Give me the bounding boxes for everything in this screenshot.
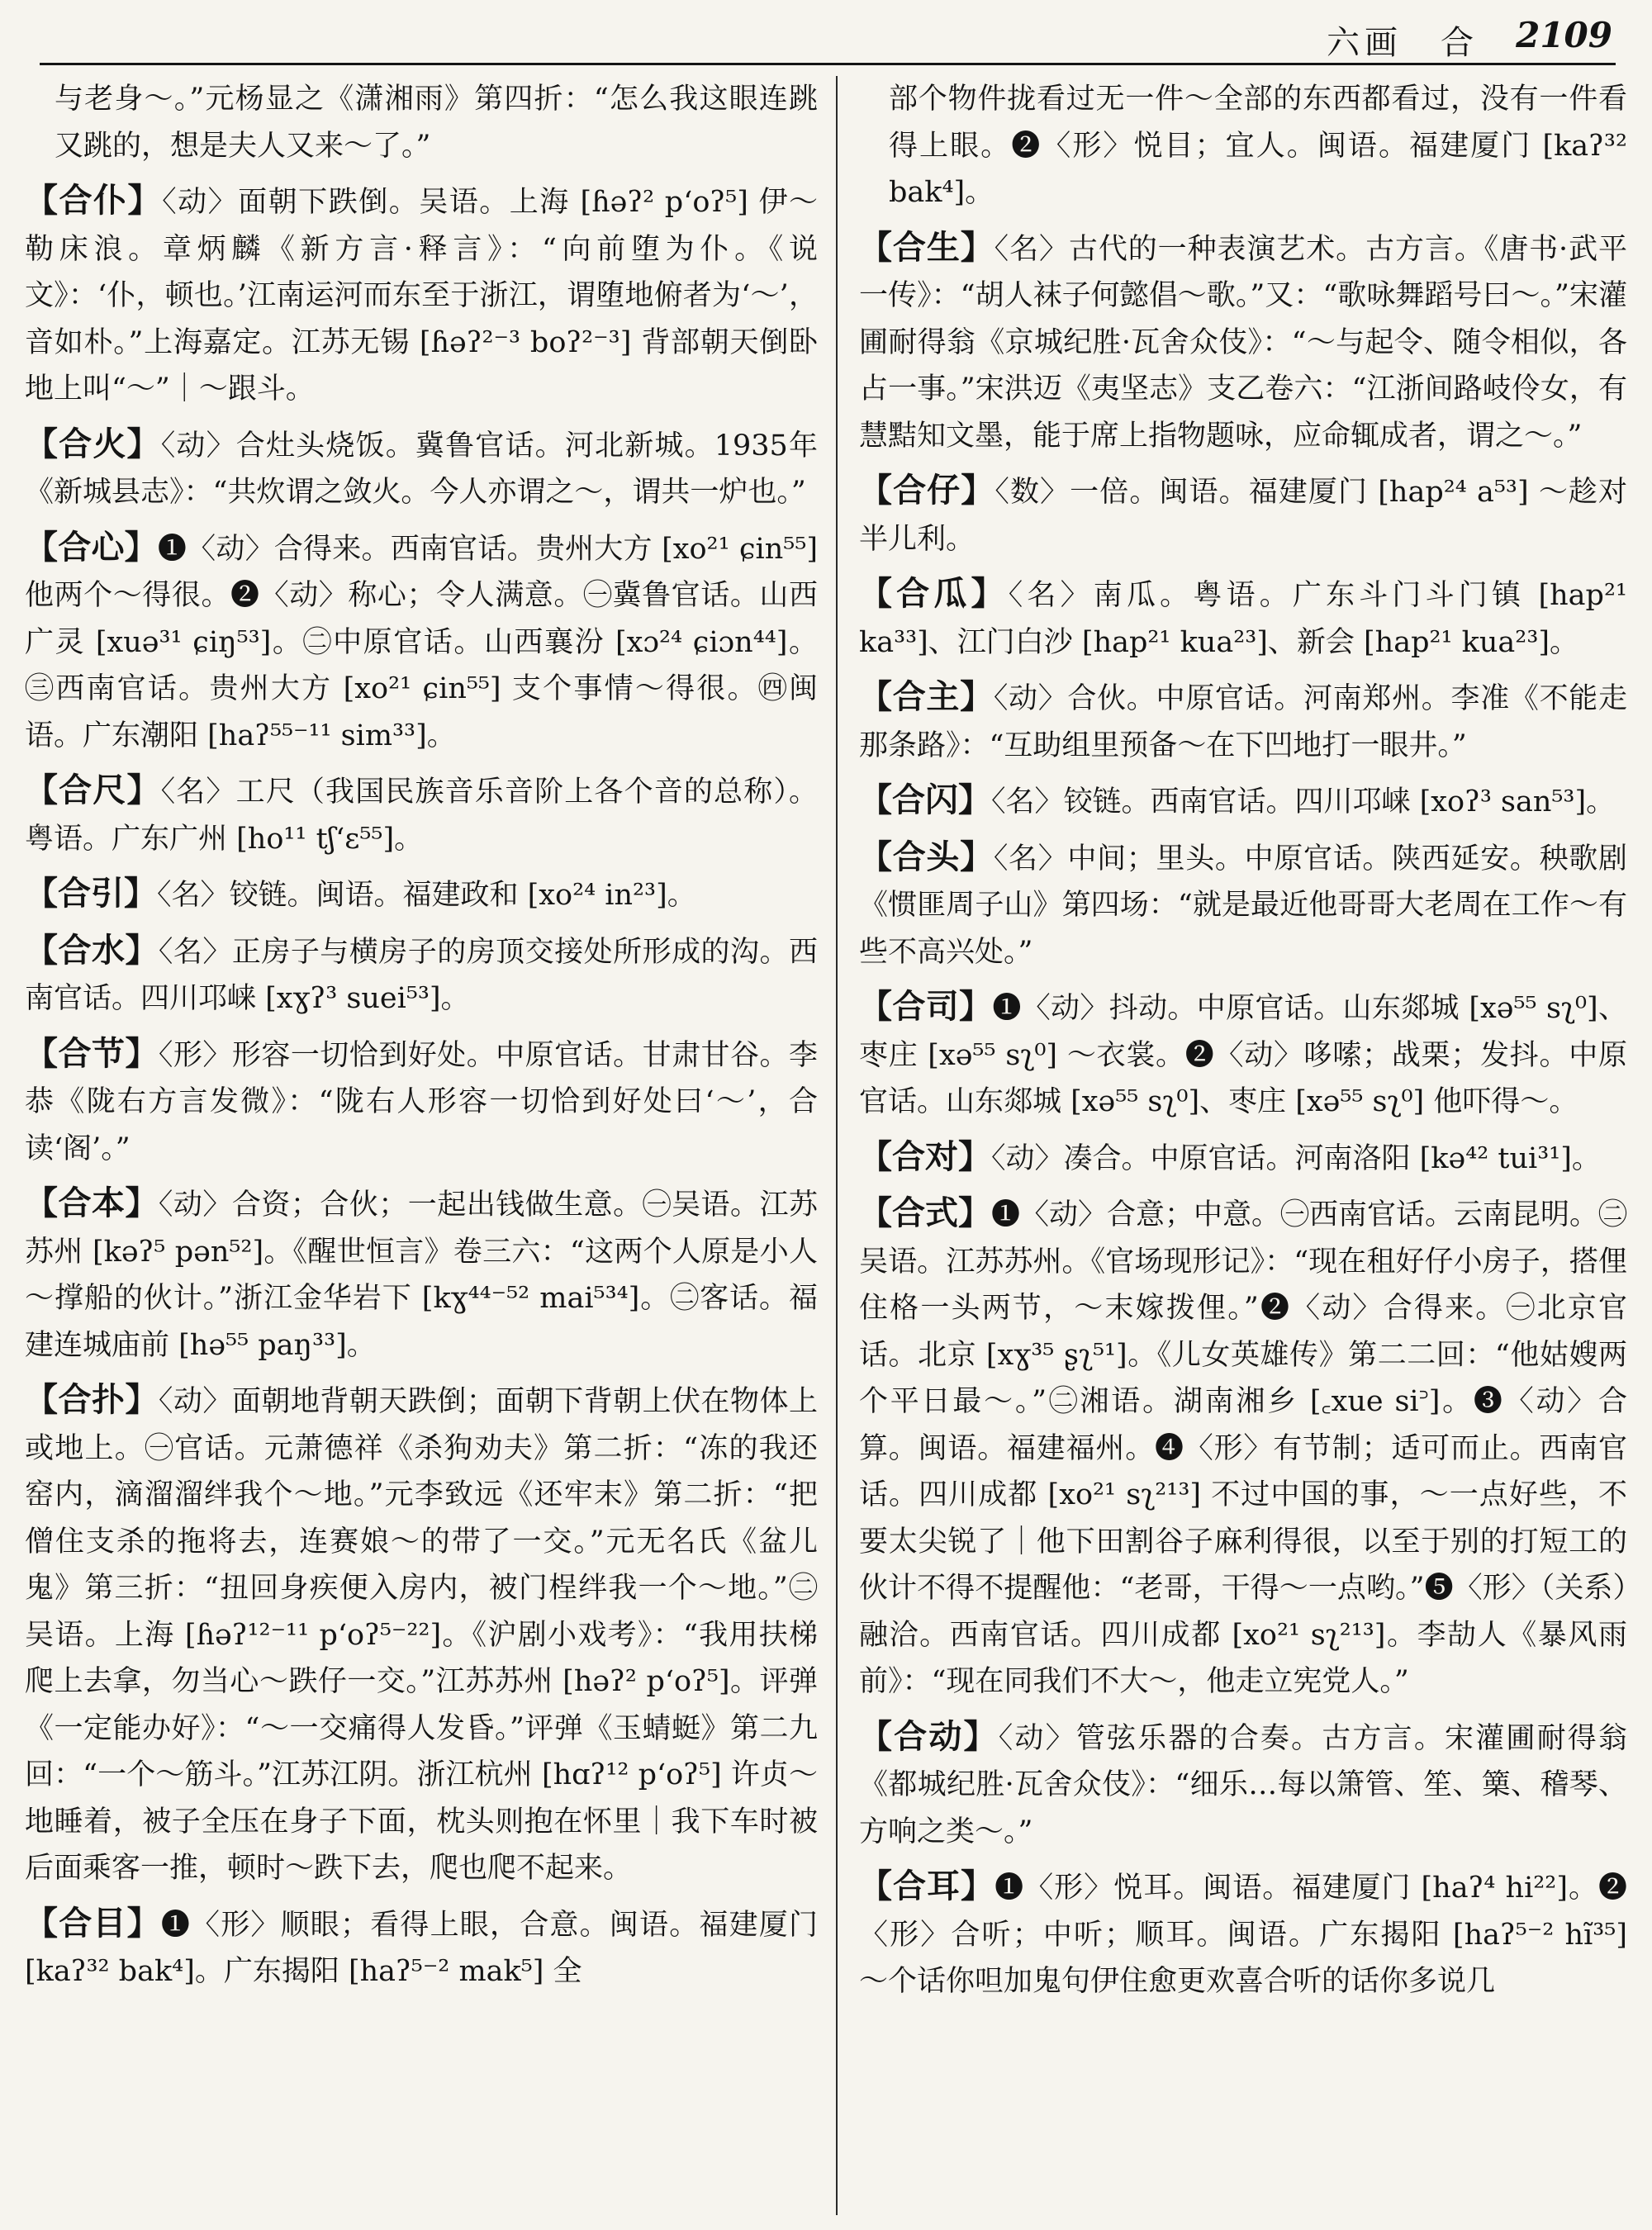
entry-text: 〈名〉铰链。西南官话。四川邛崃 [xoʔ³ san⁵³]。 xyxy=(991,785,1616,818)
dictionary-entry xyxy=(859,1190,1627,1706)
entry-text: 〈名〉工尺（我国民族音乐音阶上各个音的总称）。粤语。广东广州 [ho¹¹ tʃ‘ɛ⁵⁵]。 xyxy=(25,776,818,856)
entry-headword: 【合仆】 xyxy=(25,181,163,220)
dictionary-entry xyxy=(859,571,1627,666)
entry-headword: 【合扑】 xyxy=(25,1380,159,1419)
left-column xyxy=(25,76,818,2223)
section-heading: 六画 合 xyxy=(1327,24,1479,62)
entry-headword: 【合引】 xyxy=(25,874,157,913)
entry-headword: 【合本】 xyxy=(25,1184,159,1222)
dictionary-entry-continuation xyxy=(55,76,818,169)
dictionary-entry xyxy=(25,1377,818,1892)
entry-text: 〈名〉正房子与横房子的房顶交接处所形成的沟。西南官话。四川邛崃 [xɣʔ³ suei⁵³]。 xyxy=(25,935,818,1015)
entry-headword: 【合生】 xyxy=(859,227,995,267)
dictionary-entry xyxy=(25,871,818,919)
entry-headword: 【合尺】 xyxy=(25,771,161,809)
entry-text: 〈名〉南瓜。粤语。广东斗门斗门镇 [hap²¹ ka³³]、江门白沙 [hap²¹ kua²³]、新会 [hap²¹ kua²³]。 xyxy=(859,579,1627,659)
right-column xyxy=(859,76,1627,2223)
entry-headword: 【合水】 xyxy=(25,930,159,970)
entry-headword: 【合式】 xyxy=(859,1193,991,1232)
dictionary-entry xyxy=(25,928,818,1022)
entry-text: 〈名〉中间；里头。中原官话。陕西延安。秧歌剧《惯匪周子山》第四场：“就是最近他哥哥大老周在工作～有些不高兴处。” xyxy=(859,842,1627,969)
entry-headword: 【合耳】 xyxy=(859,1867,995,1905)
dictionary-entry xyxy=(25,178,818,413)
entry-text: ❶〈动〉合意；中意。㊀西南官话。云南昆明。㊁吴语。江苏苏州。《官场现形记》：“现在租好仔小房子，搭俚住格一头两节，～末嫁拨俚。”❷〈动〉合得来。㊀北京官话。北京 [xɣ³⁵ ʂʅ⁵¹]。《儿女英雄传》第二二回：“他姑嫂两个平日最～。”㊁湘语。湖南湘乡 [꜀xue si꜄]。❸〈动〉合算。闽语。福建福州。❹〈形〉有节制；适可而止。西南官话。四川成都 [xo²¹ sʅ²¹³] 不过中国的事，～一点好些，不要太尖锐了｜他下田割谷子麻利得很，以至于别的打短工的伙计不得不提醒他：“老哥，干得～一点哟。”❺〈形〉（关系）融洽。西南官话。四川成都 [xo²¹ sʅ²¹³]。李劼人《暴风雨前》：“现在同我们不大～，他走立宪党人。” xyxy=(859,1198,1627,1698)
column-divider xyxy=(836,76,838,2215)
entry-text: ❶〈形〉顺眼；看得上眼，合意。闽语。福建厦门 [kaʔ³² bak⁴]。广东揭阳 [haʔ⁵⁻² mak⁵] 全 xyxy=(25,1908,818,1988)
dictionary-entry xyxy=(25,421,818,516)
entry-headword: 【合目】 xyxy=(25,1903,161,1943)
dictionary-entry xyxy=(859,467,1627,562)
entry-text: 〈动〉合灶头烧饭。冀鲁官话。河北新城。1935年《新城县志》：“共炊谓之敛火。今人亦谓之～，谓共一炉也。” xyxy=(25,429,818,509)
dictionary-entry xyxy=(25,1180,818,1369)
dictionary-entry xyxy=(859,984,1627,1126)
entry-text: 〈数〉一倍。闽语。福建厦门 [hap²⁴ a⁵³] ～趁对半儿利。 xyxy=(859,476,1627,556)
entry-text: 部个物件拢看过无一件～全部的东西都看过，没有一件看得上眼。❷〈形〉悦目；宜人。闽语。福建厦门 [kaʔ³² bak⁴]。 xyxy=(889,83,1627,209)
entry-text: ❶〈动〉合得来。西南官话。贵州大方 [xo²¹ ɕin⁵⁵] 他两个～得很。❷〈动〉称心；令人满意。㊀冀鲁官话。山西广灵 [xuə³¹ ɕiŋ⁵³]。㊁中原官话。山西襄汾 [xɔ²⁴ ɕiɔn⁴⁴]。㊂西南官话。贵州大方 [xo²¹ ɕin⁵⁵] 支个事情～得很。㊃闽语。广东潮阳 [haʔ⁵⁵⁻¹¹ sim³³]。 xyxy=(25,532,818,752)
entry-text: 〈名〉古代的一种表演艺术。古方言。《唐书·武平一传》：“胡人袜子何懿倡～歌。”又：“歌咏舞蹈号曰～。”宋灌圃耐得翁《京城纪胜·瓦舍众伎》：“～与起令、随令相似，各占一事。”宋洪迈《夷坚志》支乙卷六：“江浙间路岐伶女，有慧黠知文墨，能于席上指物题咏，应命辄成者，谓之～。” xyxy=(859,232,1627,453)
entry-text: 〈动〉管弦乐器的合奏。古方言。宋灌圃耐得翁《都城纪胜·瓦舍众伎》：“细乐…每以箫管、笙、篥、稽琴、方响之类～。” xyxy=(859,1721,1627,1848)
dictionary-entry xyxy=(859,1134,1627,1183)
entry-headword: 【合节】 xyxy=(25,1033,159,1073)
dictionary-entry xyxy=(25,767,818,862)
dictionary-entry-continuation xyxy=(889,76,1627,216)
entry-text: 与老身～。”元杨显之《潇湘雨》第四折：“怎么我这眼连跳又跳的，想是夫人又来～了。” xyxy=(55,83,818,163)
page-header xyxy=(0,0,1652,63)
entry-text: 〈动〉合资；合伙；一起出钱做生意。㊀吴语。江苏苏州 [kəʔ⁵ pən⁵²]。《醒世恒言》卷三六：“这两个人原是小人～撑船的伙计。”浙江金华岩下 [kɣ⁴⁴⁻⁵² mai⁵³⁴]。㊁客话。福建连城庙前 [hə⁵⁵ paŋ³³]。 xyxy=(25,1189,818,1362)
dictionary-entry xyxy=(859,674,1627,769)
entry-headword: 【合仔】 xyxy=(859,471,995,510)
entry-headword: 【合司】 xyxy=(859,987,993,1026)
entry-headword: 【合闪】 xyxy=(859,780,991,819)
entry-headword: 【合主】 xyxy=(859,677,994,716)
dictionary-entry xyxy=(25,1900,818,1995)
entry-text: 〈动〉凑合。中原官话。河南洛阳 [kə⁴² tui³¹]。 xyxy=(991,1141,1601,1175)
entry-text: 〈名〉铰链。闽语。福建政和 [xo²⁴ in²³]。 xyxy=(157,879,696,912)
dictionary-entry xyxy=(859,777,1627,826)
entry-headword: 【合动】 xyxy=(859,1716,999,1756)
dictionary-entry xyxy=(859,1714,1627,1856)
page-number: 2109 xyxy=(1516,15,1612,55)
dictionary-entry xyxy=(25,1031,818,1173)
entry-text: ❶〈形〉悦耳。闽语。福建厦门 [haʔ⁴ hi²²]。❷〈形〉合听；中听；顺耳。闽语。广东揭阳 [haʔ⁵⁻² hĩ³⁵] ～个话你呾加鬼句伊住愈更欢喜合听的话你多说几 xyxy=(859,1872,1627,1998)
dictionary-entry xyxy=(859,1863,1627,2005)
entry-headword: 【合火】 xyxy=(25,424,161,463)
entry-headword: 【合瓜】 xyxy=(859,574,1009,613)
entry-text: 〈动〉合伙。中原官话。河南郑州。李准《不能走那条路》：“互助组里预备～在下凹地打一眼井。” xyxy=(859,682,1627,762)
entry-text: 〈动〉面朝下跌倒。吴语。上海 [ɦəʔ² p‘oʔ⁵] 伊～勒床浪。章炳麟《新方言·释言》：“向前堕为仆。《说文》：‘仆，顿也。’江南运河而东至于浙江，谓堕地俯者为‘～’，音如朴。”上海嘉定。江苏无锡 [ɦəʔ²⁻³ boʔ²⁻³] 背部朝天倒卧地上叫“～”｜～跟斗。 xyxy=(25,186,818,406)
header-rule xyxy=(40,63,1616,65)
dictionary-entry xyxy=(859,225,1627,460)
entry-headword: 【合心】 xyxy=(25,527,158,567)
entry-text: 〈形〉形容一切恰到好处。中原官话。甘肃甘谷。李恭《陇右方言发微》：“陇右人形容一切恰到好处曰‘～’，合读‘阁’。” xyxy=(25,1038,818,1165)
dictionary-entry xyxy=(859,834,1627,976)
entry-headword: 【合头】 xyxy=(859,837,994,876)
entry-headword: 【合对】 xyxy=(859,1136,991,1176)
dictionary-entry xyxy=(25,524,818,760)
entry-text: ❶〈动〉抖动。中原官话。山东郯城 [xə⁵⁵ sʅ⁰]、枣庄 [xə⁵⁵ sʅ⁰] ～衣裳。❷〈动〉哆嗦；战栗；发抖。中原官话。山东郯城 [xə⁵⁵ sʅ⁰]、枣庄 [xə⁵⁵ sʅ⁰] 他吓得～。 xyxy=(859,992,1627,1118)
entry-text: 〈动〉面朝地背朝天跌倒；面朝下背朝上伏在物体上或地上。㊀官话。元萧德祥《杀狗劝夫》第二折：“冻的我还窑内，滴溜溜绊我个～地。”元李致远《还牢末》第二折：“把僧住支杀的拖将去，连赛娘～的带了一交。”元无名氏《盆儿鬼》第三折：“扭回身疾便入房内，被门桯绊我一个～地。”㊁吴语。上海 [ɦəʔ¹²⁻¹¹ p‘oʔ⁵⁻²²]。《沪剧小戏考》：“我用扶梯爬上去拿，勿当心～跌仔一交。”江苏苏州 [həʔ² p‘oʔ⁵]。评弹《一定能办好》：“～一交痛得人发昏。”评弹《玉蜻蜓》第二九回：“一个～筋斗。”江苏江阴。浙江杭州 [hɑʔ¹² p‘oʔ⁵] 许贞～地睡着，被子全压在身子下面，枕头则抱在怀里｜我下车时被后面乘客一推，顿时～跌下去，爬也爬不起来。 xyxy=(25,1385,818,1885)
